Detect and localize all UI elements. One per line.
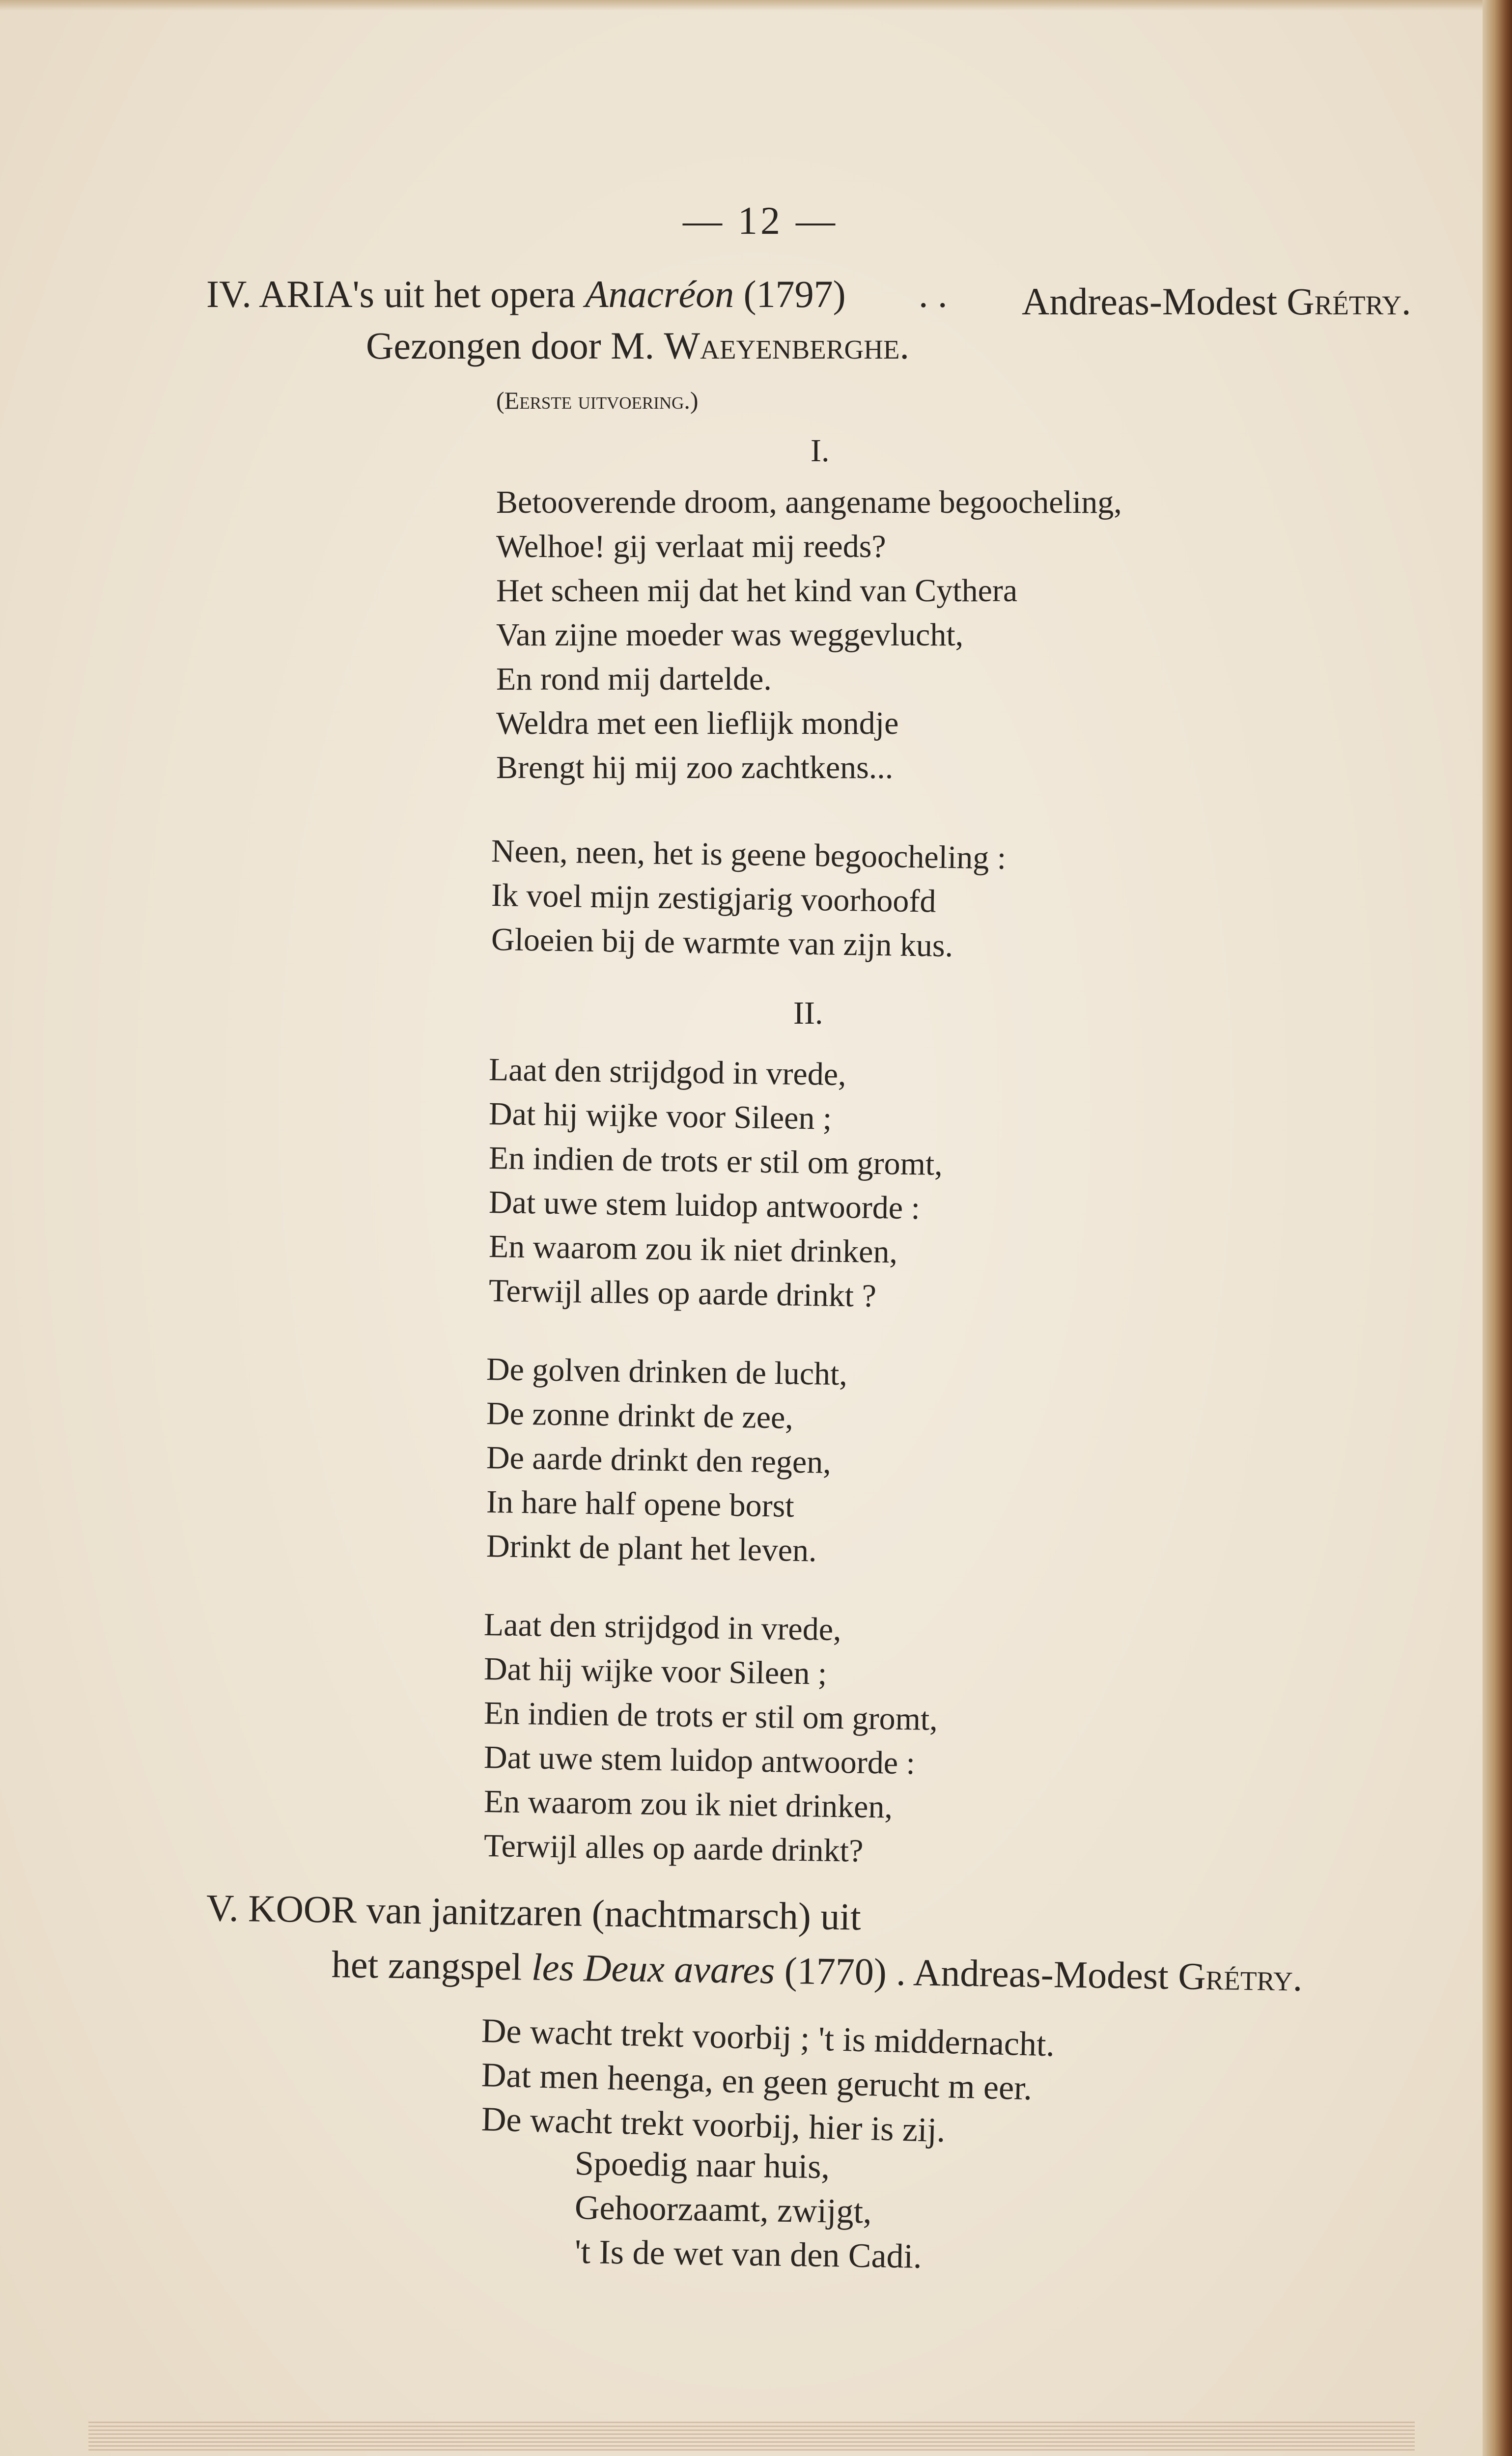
verse-line: Gloeien bij de warmte van zijn kus. [491,921,953,964]
verse-line: De wacht trekt voorbij, hier is zij. [481,2100,946,2150]
verse-line: De zonne drinkt de zee, [486,1395,794,1436]
verse-line: De aarde drinkt den regen, [486,1440,832,1480]
page-top-edge [0,0,1512,11]
verse-line: Betooverende droom, aangename begoocheling, [496,484,1122,520]
performance-note: (Eerste uitvoering.) [496,387,699,414]
section-iv-sung-by [366,324,910,367]
verse-line: Terwijl alles op aarde drinkt? [483,1828,864,1869]
verse-line: Terwijl alles op aarde drinkt ? [488,1273,877,1314]
section-iv-leader-dots: . . [919,273,948,315]
verse-line: Drinkt de plant het leven. [486,1528,817,1569]
section-iv-composer-last: Grétry. [1287,280,1411,323]
book-spine [1483,0,1512,2456]
verse-line: Het scheen mij dat het kind van Cythera [496,573,1018,609]
section-iv-number: IV. [206,273,252,315]
page-number: — 12 — [683,199,838,243]
verse-line: Dat uwe stem luidop antwoorde : [488,1184,921,1227]
section-v-heading [206,1886,862,1938]
section-v-title: KOOR van janitzaren (nachtmarsch) uit [248,1887,862,1938]
verse-line: Neen, neen, het is geene begoocheling : [491,833,1007,876]
verse-line: Dat hij wijke voor Sileen ; [483,1651,827,1692]
section-iv-heading [206,275,846,313]
verse-line: En indien de trots er stil om gromt, [488,1140,943,1182]
verse-line: En indien de trots er stil om gromt, [483,1695,938,1737]
verse-line: Welhoe! gij verlaat mij reeds? [496,529,886,564]
part-i-label: I. [811,433,830,469]
section-v-work: les Deux avares [531,1945,775,1992]
section-iv-title: ARIA's uit het opera [258,273,576,315]
section-v-composer-last: Grétry. [1177,1954,1303,1999]
section-v-heading-line2 [331,1945,1302,1997]
verse-line: En waarom zou ik niet drinken, [488,1228,898,1270]
section-iv-composer [1022,282,1411,321]
sung-by-prefix: Gezongen door M. [366,324,655,367]
verse-line: Spoedig naar huis, [574,2145,830,2186]
section-iv-year: (1797) [743,273,846,315]
verse-line: En rond mij dartelde. [496,661,772,697]
section-v-year: (1770) . [784,1949,906,1994]
verse-line: Gehoorzaamt, zwijgt, [574,2189,872,2231]
verse-line: In hare half opene borst [486,1484,795,1524]
section-iv-composer-first: Andreas-Modest [1022,280,1277,323]
verse-line: Dat men heenga, en geen gerucht m eer. [481,2056,1033,2108]
verse-line: Ik voel mijn zestigjarig voorhoofd [491,877,936,920]
verse-line: Weldra met een lieflijk mondje [496,705,899,741]
verse-line: De wacht trekt voorbij ; 't is middernacht. [481,2012,1055,2064]
part-ii-label: II. [793,995,823,1031]
page-bottom-edge [88,2422,1415,2451]
section-v-composer-first: Andreas-Modest [913,1951,1169,1997]
verse-line: Van zijne moeder was weggevlucht, [496,617,964,653]
verse-line: Brengt hij mij zoo zachtkens... [496,750,894,785]
verse-line: Laat den strijdgod in vrede, [483,1607,842,1648]
section-v-title-b: het zangspel [331,1943,523,1988]
verse-line: Dat hij wijke voor Sileen ; [488,1096,832,1137]
verse-line: De golven drinken de lucht, [486,1351,848,1393]
verse-line: Dat uwe stem luidop antwoorde : [483,1739,916,1782]
verse-line: 't Is de wet van den Cadi. [574,2233,923,2276]
sung-by-name: Waeyenberghe. [664,324,910,367]
section-iv-work: Anacréon [585,273,734,315]
verse-line: Laat den strijdgod in vrede, [488,1052,847,1093]
section-v-number: V. [206,1886,239,1929]
verse-line: En waarom zou ik niet drinken, [483,1784,893,1825]
